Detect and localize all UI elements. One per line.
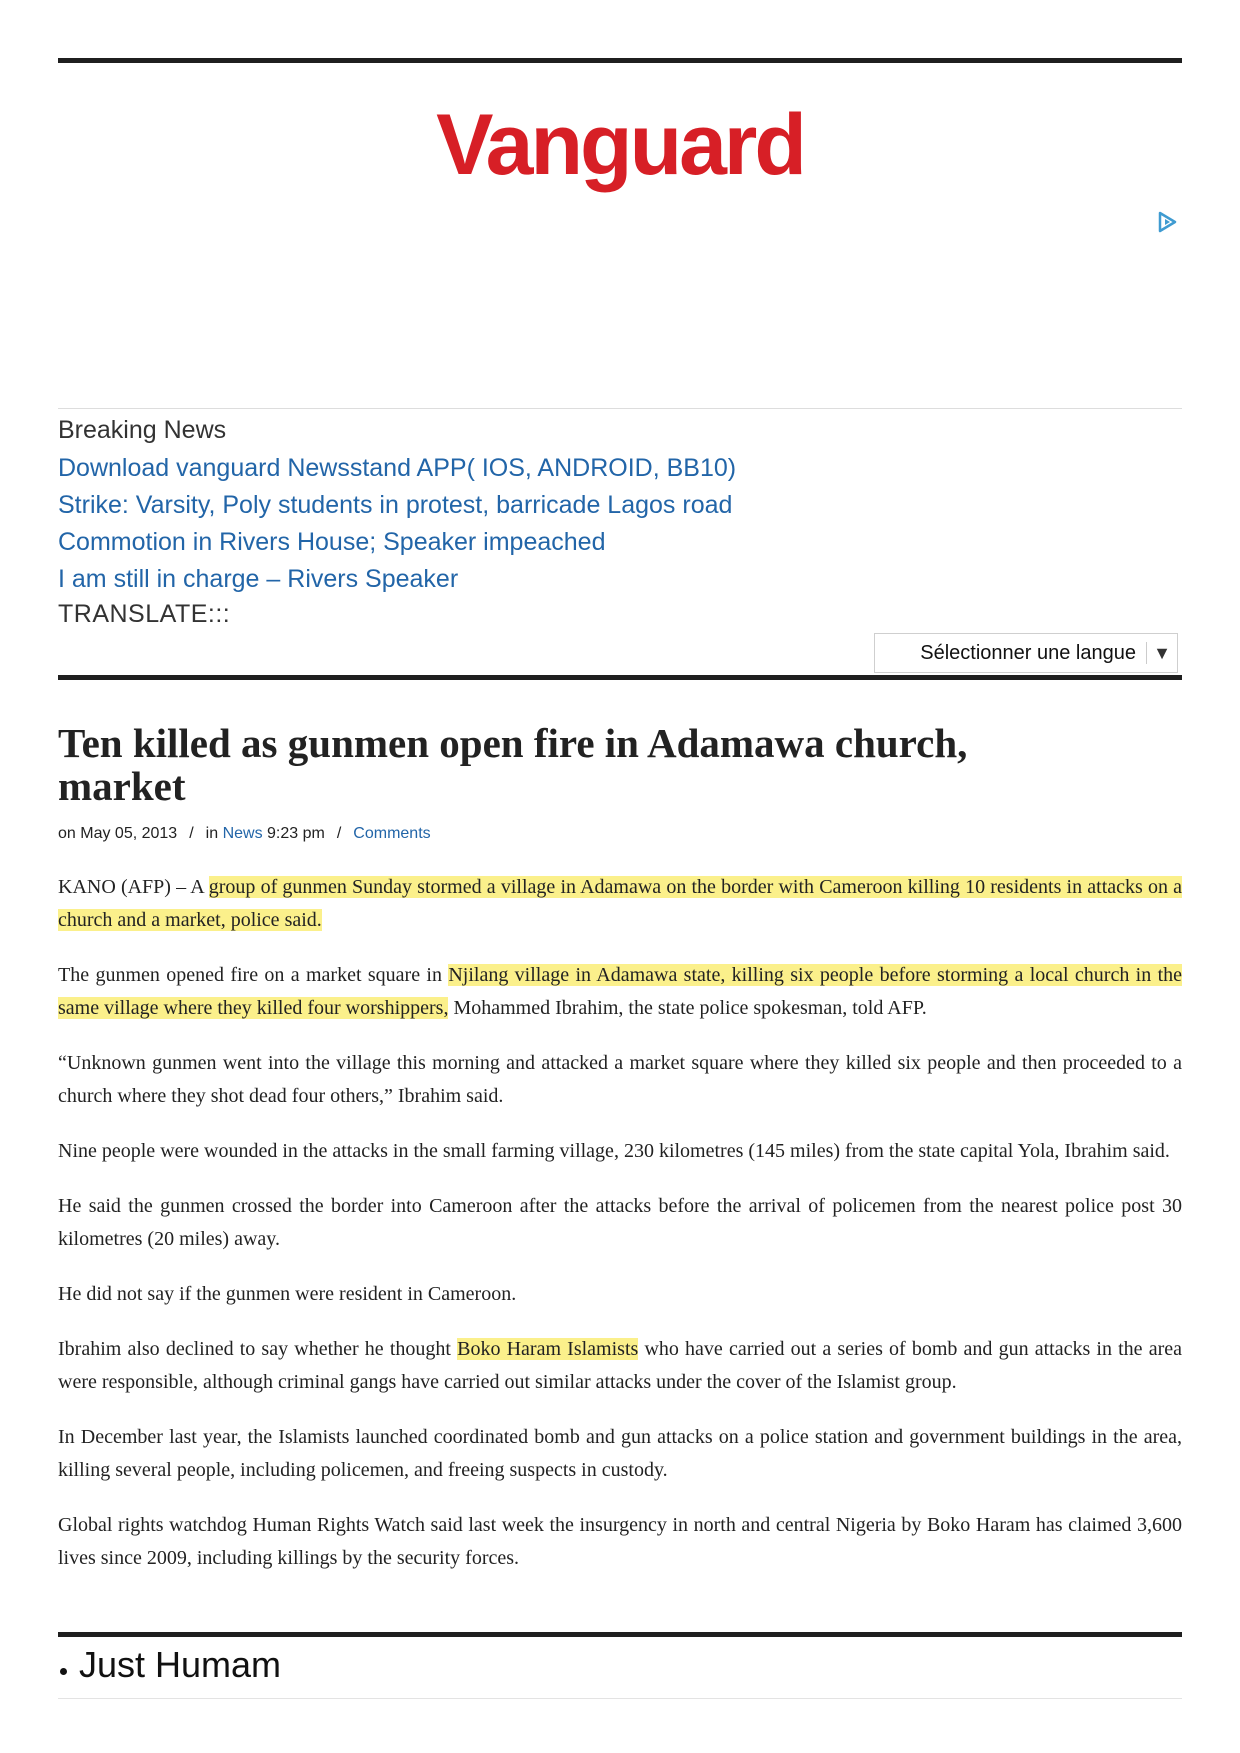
section-divider (58, 408, 1182, 409)
related-item-label: Just Humam (79, 1644, 282, 1685)
article-meta (58, 823, 431, 845)
meta-separator: / (336, 825, 342, 842)
language-select-value: Sélectionner une langue (920, 641, 1136, 664)
breaking-news-list (58, 450, 736, 598)
related-divider (58, 1632, 1182, 1637)
article-paragraph (58, 1333, 1182, 1399)
adchoices-icon[interactable] (1156, 211, 1178, 233)
article-time: 9:23 pm (267, 825, 325, 842)
article-paragraph (58, 959, 1182, 1025)
language-select[interactable] (874, 633, 1178, 673)
paragraph-text: Mohammed Ibrahim, the state police spokesman, told AFP. (453, 997, 927, 1019)
article-paragraph (58, 871, 1182, 937)
article-paragraph: “Unknown gunmen went into the village this morning and attacked a market square where they killed six people and then proceeded to a church where they shot dead four others,” Ibrahim said. (58, 1052, 1182, 1107)
highlighted-text: group of gunmen Sunday stormed a village in Adamawa on the border with Cameroon killing 10 residents in attacks on a church and a market, police said. (58, 876, 1183, 931)
article-title: Ten killed as gunmen open fire in Adamawa church, market (58, 720, 968, 809)
article-divider (58, 675, 1182, 680)
paragraph-text: who have carried out a series of bomb and gun attacks in the area were responsible, although criminal gangs have carried out similar attacks under the cover of the Islamist group. (58, 1338, 1183, 1393)
paragraph-text: The gunmen opened fire on a market square in (58, 964, 442, 986)
article-paragraph: Nine people were wounded in the attacks in the small farming village, 230 kilometres (145 miles) from the state capital Yola, Ibrahim said. (58, 1140, 1170, 1162)
highlighted-text: Boko Haram Islamists (457, 1338, 639, 1360)
highlighted-text: Njilang village in Adamawa state, killing six people before storming a local church in the same village where they killed four worshippers, (58, 964, 1183, 1019)
footer-divider (58, 1698, 1182, 1699)
breaking-news-link[interactable]: Strike: Varsity, Poly students in protest, barricade Lagos road (58, 491, 733, 519)
dropdown-arrow-icon[interactable]: ▼ (1153, 642, 1171, 663)
paragraph-text: Ibrahim also declined to say whether he thought (58, 1338, 451, 1360)
breaking-news-link[interactable]: Commotion in Rivers House; Speaker impeached (58, 528, 606, 556)
top-divider (58, 58, 1182, 63)
related-item[interactable] (58, 1642, 281, 1688)
category-link[interactable]: News (222, 825, 263, 842)
comments-link[interactable]: Comments (353, 825, 431, 842)
article-date: on May 05, 2013 (58, 825, 178, 842)
article-paragraph: He said the gunmen crossed the border into Cameroon after the attacks before the arrival of policemen from the nearest police post 30 kilometres (20 miles) away. (58, 1195, 1182, 1250)
meta-separator: / (189, 825, 194, 842)
breaking-news-link[interactable]: I am still in charge – Rivers Speaker (58, 565, 459, 593)
article-paragraph: Global rights watchdog Human Rights Watch said last week the insurgency in north and central Nigeria by Boko Haram has claimed 3,600 lives since 2009, including killings by the security forces. (58, 1514, 1182, 1569)
breaking-news-link[interactable]: Download vanguard Newsstand APP( IOS, ANDROID, BB10) (58, 454, 737, 482)
vanguard-logo[interactable]: Vanguard (436, 97, 804, 193)
bullet-icon (60, 1668, 67, 1675)
breaking-news-heading: Breaking News (58, 416, 227, 444)
article-paragraph: In December last year, the Islamists launched coordinated bomb and gun attacks on a police station and government buildings in the area, killing several people, including policemen, and freeing suspects in custody. (58, 1426, 1182, 1481)
paragraph-text: KANO (AFP) – A (58, 876, 204, 898)
article-paragraph: He did not say if the gunmen were resident in Cameroon. (58, 1283, 517, 1305)
translate-heading: TRANSLATE::: (58, 600, 231, 628)
article-body (58, 871, 1182, 1597)
meta-in-label: in (205, 825, 219, 842)
